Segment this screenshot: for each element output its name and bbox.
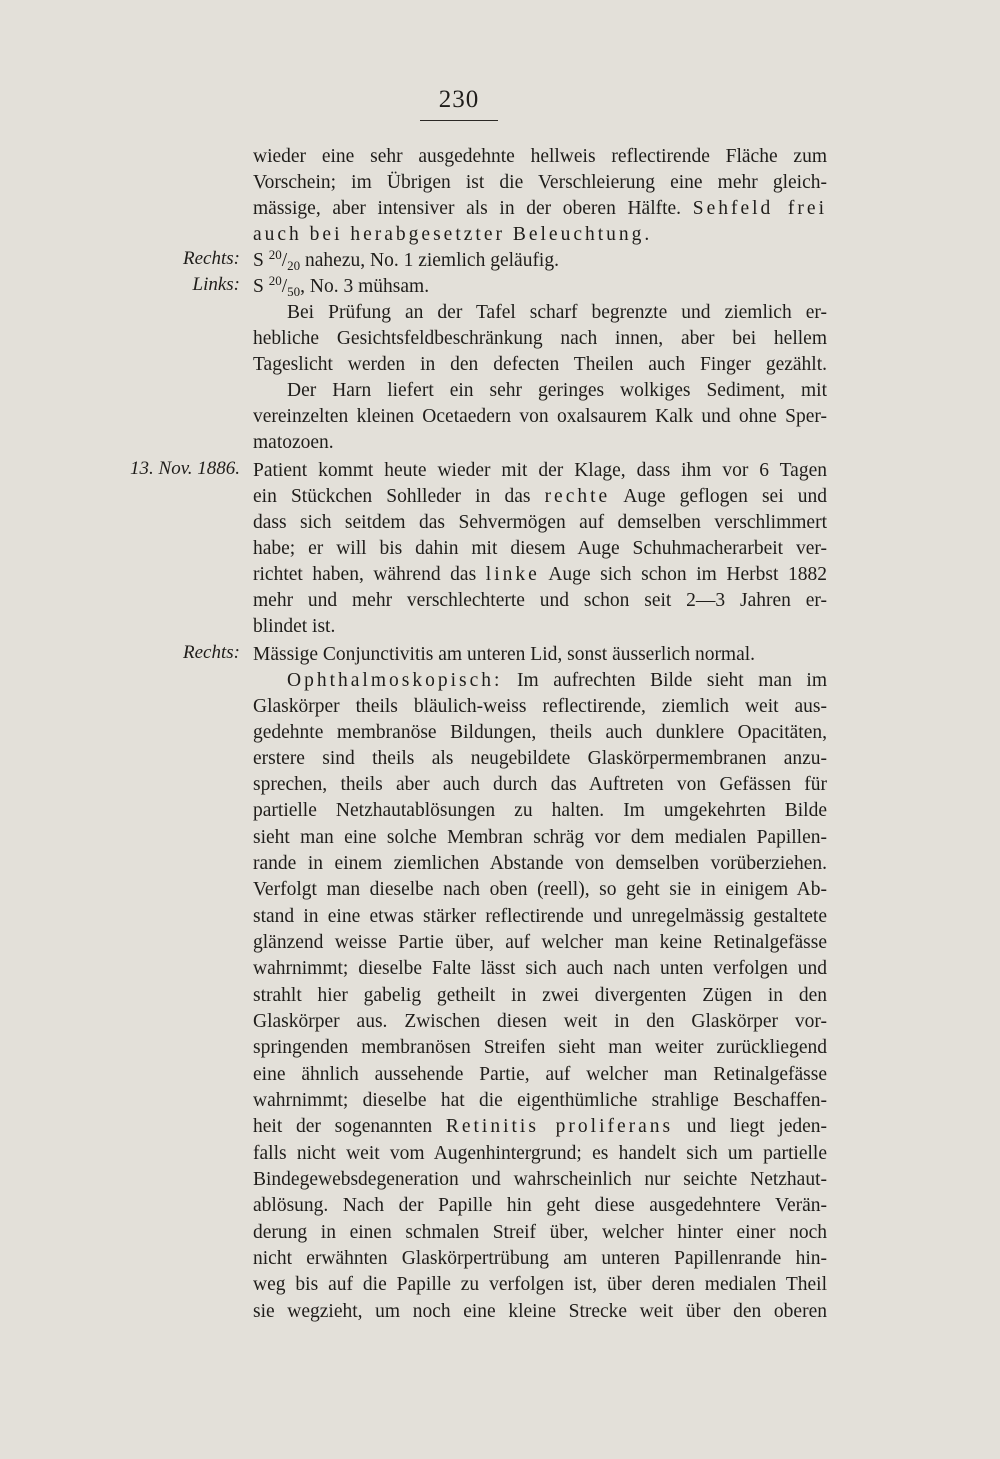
text-line: nicht erwähnten Glaskörpertrübung am unteren Papillenrande hin-: [253, 1248, 827, 1269]
text-line: matozoen.: [253, 432, 334, 453]
text-line: Patient kommt heute wieder mit der Klage, dass ihm vor 6 Tagen: [253, 460, 827, 481]
text-run: Im aufrechten Bilde sieht man im: [517, 670, 828, 691]
text-line: Bindegewebsdegeneration und wahrscheinlich nur seichte Netzhaut-: [253, 1169, 827, 1190]
text-line: wieder eine sehr ausgedehnte hellweis reflectirende Fläche zum: [253, 146, 827, 167]
acuity-right: [253, 249, 827, 274]
spaced-word: linke: [485, 564, 540, 585]
acuity-denominator: 50: [287, 284, 301, 299]
text-line: rande in einem ziemlichen Abstande von demselben vorüberziehen.: [253, 853, 827, 874]
text-line: ablösung. Nach der Papille hin geht diese ausgedehntere Verän-: [253, 1195, 827, 1216]
spaced-word: rechte: [544, 486, 611, 507]
acuity-rest: nahezu, No. 1 ziemlich geläufig.: [300, 250, 559, 271]
text-line: [253, 1115, 827, 1139]
text-line: wahrnimmt; dieselbe Falte lässt sich auch nach unten verfolgen und: [253, 958, 827, 979]
text-line: [253, 485, 827, 509]
acuity-label: S: [253, 276, 264, 297]
text-line: eine ähnlich aussehende Partie, auf welcher man Retinalgefässe: [253, 1064, 827, 1085]
text-line: Der Harn liefert ein sehr geringes wolkiges Sediment, mit: [287, 380, 827, 401]
spaced-phrase: Retinitis proliferans: [445, 1116, 674, 1137]
text-run: ein Stückchen Sohlleder in das: [253, 486, 531, 507]
acuity-slash: /: [281, 250, 288, 271]
acuity-denominator: 20: [287, 258, 301, 273]
text-line: sieht man eine solche Membran schräg vor dem medialen Papillen-: [253, 827, 827, 848]
acuity-numerator: 20: [268, 247, 282, 262]
text-line: Tageslicht werden in den defecten Theilen auch Finger gezählt.: [253, 354, 827, 375]
text-run: mässige, aber intensiver als in der oberen Hälfte.: [253, 198, 682, 219]
text-line: gedehnte membranöse Bildungen, theils auch dunklere Opacitäten,: [253, 722, 827, 743]
margin-note-date: 13. Nov. 1886.: [130, 458, 240, 479]
margin-note-links: Links:: [192, 274, 240, 295]
text-line: auch bei herabgesetzter Beleuchtung.: [253, 224, 653, 245]
margin-note-rechts: Rechts:: [183, 248, 240, 269]
text-run: richtet haben, während das: [253, 564, 477, 585]
acuity-label: S: [253, 250, 264, 271]
text-line: erstere sind theils als neugebildete Glaskörpermembranen anzu-: [253, 748, 827, 769]
spaced-phrase: Sehfeld frei: [692, 198, 827, 219]
text-line: partielle Netzhautablösungen zu halten. Im umgekehrten Bilde: [253, 800, 827, 821]
text-line: Bei Prüfung an der Tafel scharf begrenzte und ziemlich er-: [287, 302, 827, 323]
text-line: Verfolgt man dieselbe nach oben (reell), so geht sie in einigem Ab-: [253, 879, 827, 900]
text-line: [287, 669, 827, 693]
text-line: hebliche Gesichtsfeldbeschränkung nach innen, aber bei hellem: [253, 328, 827, 349]
text-line: blindet ist.: [253, 616, 336, 637]
text-line: weg bis auf die Papille zu verfolgen ist, über deren medialen Theil: [253, 1274, 827, 1295]
text-line: vereinzelten kleinen Ocetaedern von oxalsaurem Kalk und ohne Sper-: [253, 406, 827, 427]
text-line: Glaskörper theils bläulich-weiss reflectirende, ziemlich weit aus-: [253, 696, 827, 717]
text-line: dass sich seitdem das Sehvermögen auf demselben verschlimmert: [253, 512, 827, 533]
acuity-rest: , No. 3 mühsam.: [300, 276, 430, 297]
acuity-numerator: 20: [268, 273, 282, 288]
text-line: falls nicht weit vom Augenhintergrund; es handelt sich um partielle: [253, 1143, 827, 1164]
text-line: sie wegzieht, um noch eine kleine Strecke weit über den oberen: [253, 1301, 827, 1322]
spaced-phrase: Ophthalmoskopisch:: [287, 670, 503, 691]
text-line: stand in eine etwas stärker reflectirende und unregelmässig gestaltete: [253, 906, 827, 927]
text-run: und liegt jeden-: [686, 1116, 827, 1137]
text-run: Auge sich schon im Herbst 1882: [548, 564, 828, 585]
text-line: wahrnimmt; dieselbe hat die eigenthümliche strahlige Beschaffen-: [253, 1090, 827, 1111]
text-line: springenden membranösen Streifen sieht man weiter zurückliegend: [253, 1037, 827, 1058]
text-line: Glaskörper aus. Zwischen diesen weit in den Glaskörper vor-: [253, 1011, 827, 1032]
page-number-rule: [420, 120, 498, 121]
text-line: habe; er will bis dahin mit diesem Auge Schuhmacherarbeit ver-: [253, 538, 827, 559]
text-line: strahlt hier gabelig getheilt in zwei divergenten Zügen in den: [253, 985, 827, 1006]
text-line: [253, 197, 827, 221]
text-line: [253, 563, 827, 587]
page-number: 230: [438, 86, 480, 113]
acuity-left: [253, 275, 827, 300]
text-line: Mässige Conjunctivitis am unteren Lid, sonst äusserlich normal.: [253, 644, 756, 665]
text-run: Auge geflogen sei und: [623, 486, 827, 507]
text-line: mehr und mehr verschlechterte und schon seit 2—3 Jahren er-: [253, 590, 827, 611]
text-line: derung in einen schmalen Streif über, welcher hinter einer noch: [253, 1222, 827, 1243]
text-line: Vorschein; im Übrigen ist die Verschleierung eine mehr gleich-: [253, 172, 827, 193]
text-line: sprechen, theils aber auch durch das Auftreten von Gefässen für: [253, 774, 827, 795]
text-run: heit der sogenannten: [253, 1116, 433, 1137]
text-line: glänzend weisse Partie über, auf welcher man keine Retinalgefässe: [253, 932, 827, 953]
margin-note-rechts-2: Rechts:: [183, 642, 240, 663]
acuity-slash: /: [281, 276, 288, 297]
